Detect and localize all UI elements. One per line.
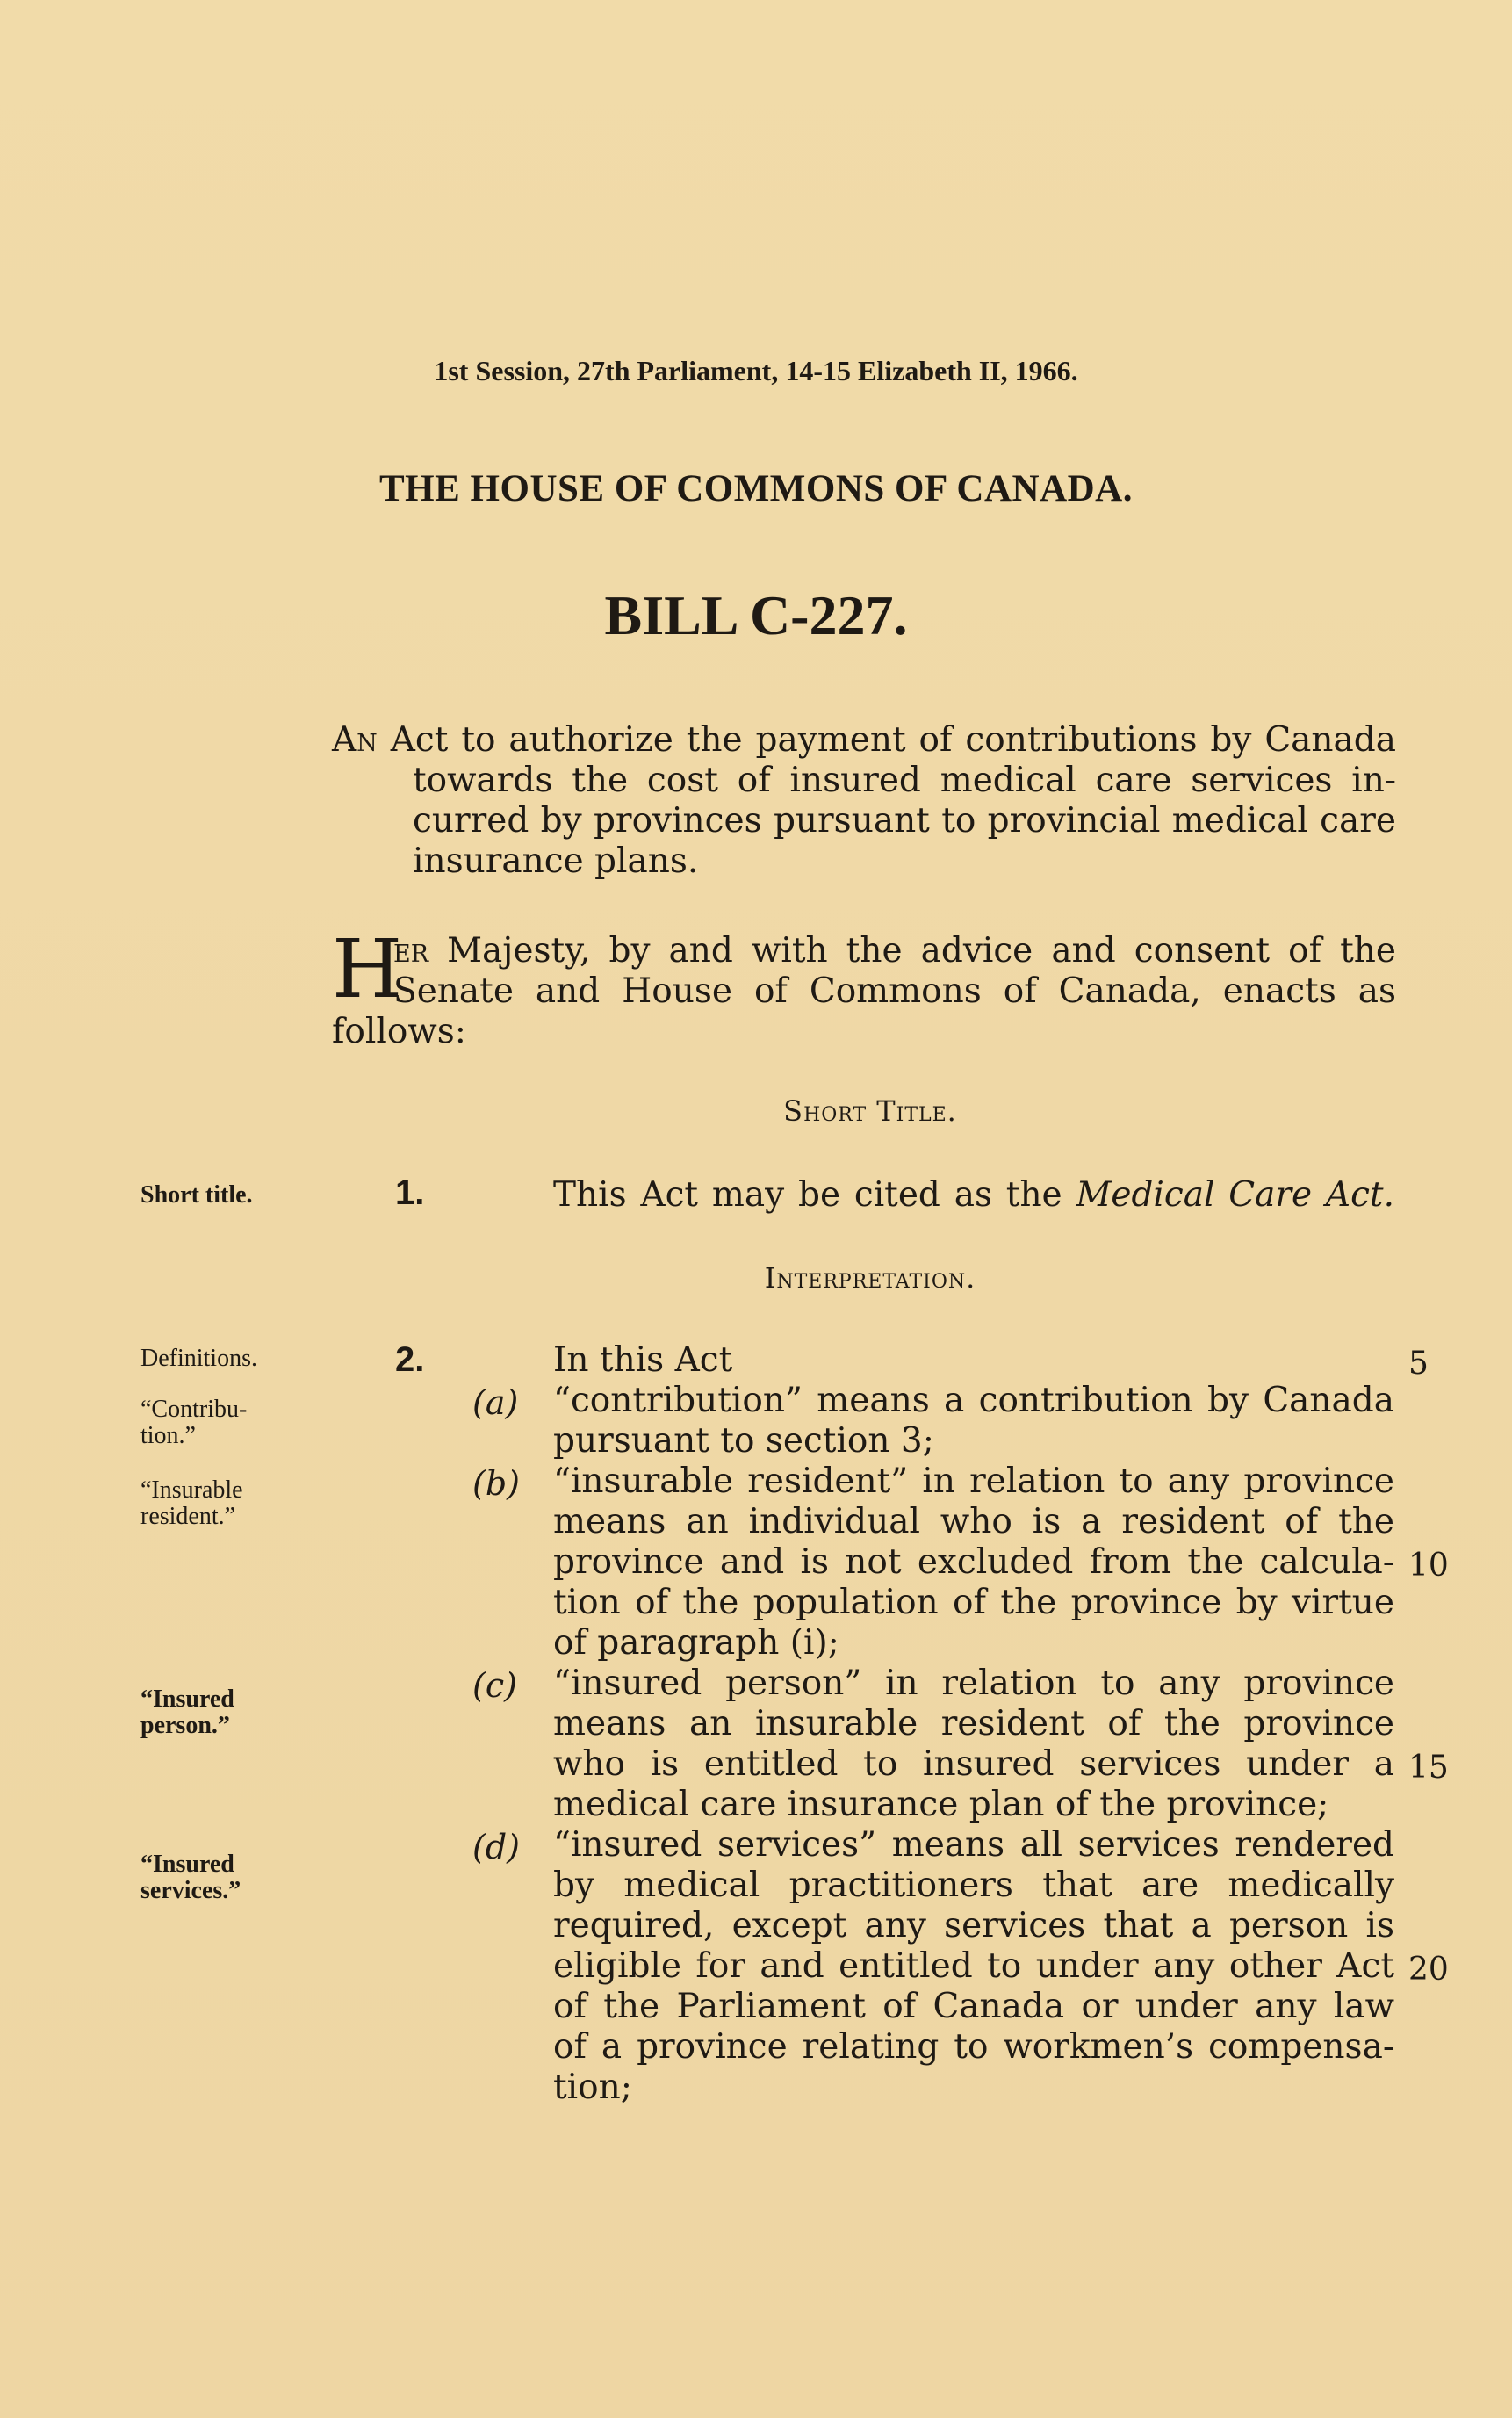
long-title xyxy=(332,720,1396,882)
paragraph-b-line: of paragraph (i); xyxy=(553,1623,839,1663)
line-number-20: 20 xyxy=(1408,1952,1449,1988)
paragraph-b-line: province and is not excluded from the calcula- xyxy=(553,1542,1394,1582)
paragraph-c-line: medical care insurance plan of the province; xyxy=(553,1785,1329,1824)
paragraph-c-line: who is entitled to insured services under a xyxy=(553,1744,1394,1784)
long-title-first-word: An xyxy=(332,720,378,760)
paragraph-b-line: means an individual who is a resident of the xyxy=(553,1502,1394,1541)
margin-note-insured-person: “Insured person.” xyxy=(140,1685,234,1739)
enacting-first-word-rest: er xyxy=(393,931,429,971)
margin-note-short-title: Short title. xyxy=(140,1181,253,1209)
paragraph-d-line: required, except any services that a person is xyxy=(553,1906,1394,1945)
heading-short-title: Short Title. xyxy=(783,1094,957,1128)
margin-note-contribution: “Contribu- tion.” xyxy=(140,1396,248,1449)
paragraph-b-line: “insurable resident” in relation to any province xyxy=(553,1462,1394,1501)
margin-note-definitions: Definitions. xyxy=(140,1345,257,1372)
paragraph-c-line: “insured person” in relation to any province xyxy=(553,1664,1394,1703)
paragraph-a-line: pursuant to section 3; xyxy=(553,1421,934,1461)
long-title-line-1-text: Act to authorize the payment of contributions by Canada xyxy=(377,720,1396,760)
house-title: THE HOUSE OF COMMONS OF CANADA. xyxy=(379,468,1133,509)
section-2-intro: In this Act xyxy=(553,1340,733,1380)
paragraph-d-line: of a province relating to workmen’s compensa- xyxy=(553,2027,1394,2067)
paragraph-d-letter: (d) xyxy=(472,1828,520,1866)
paragraph-d-line: of the Parliament of Canada or under any law xyxy=(553,1987,1394,2026)
margin-note-insurable-resident: “Insurable resident.” xyxy=(140,1476,243,1530)
paragraph-c-letter: (c) xyxy=(472,1666,517,1705)
enacting-line-1-text: Majesty, by and with the advice and consent of the xyxy=(428,931,1396,971)
long-title-line-2: towards the cost of insured medical care services in- xyxy=(413,761,1396,800)
enacting-line-2: Senate and House of Commons of Canada, enacts as xyxy=(393,971,1396,1011)
enacting-line-3: follows: xyxy=(332,1012,466,1051)
section-1-text xyxy=(553,1175,1394,1216)
section-1-text-before: This Act may be cited as the xyxy=(553,1175,1076,1215)
long-title-line-4: insurance plans. xyxy=(413,841,699,881)
paragraph-a-line: “contribution” means a contribution by Canada xyxy=(553,1381,1394,1420)
enacting-line-1 xyxy=(332,931,1396,971)
line-number-15: 15 xyxy=(1408,1750,1449,1786)
paragraph-b-letter: (b) xyxy=(472,1464,520,1503)
paragraph-d-line: eligible for and entitled to under any other Act xyxy=(553,1946,1394,1986)
paragraph-a-letter: (a) xyxy=(472,1383,519,1422)
drop-cap: H xyxy=(332,922,403,1016)
paragraph-b-line: tion of the population of the province by virtue xyxy=(553,1583,1394,1622)
line-number-10: 10 xyxy=(1408,1548,1449,1584)
paragraph-d-line: tion; xyxy=(553,2068,632,2107)
section-2-number: 2. xyxy=(395,1340,425,1379)
paragraph-c-line: means an insurable resident of the province xyxy=(553,1704,1394,1743)
paragraph-d-line: by medical practitioners that are medically xyxy=(553,1866,1394,1905)
paragraph-d-line: “insured services” means all services rendered xyxy=(553,1825,1394,1865)
enacting-clause xyxy=(332,922,1396,1052)
long-title-line-1 xyxy=(332,720,1396,761)
long-title-line-3: curred by provinces pursuant to provincial medical care xyxy=(413,801,1396,841)
line-number-5: 5 xyxy=(1408,1346,1429,1382)
section-1-number: 1. xyxy=(395,1173,425,1212)
bill-number: BILL C-227. xyxy=(604,584,908,646)
session-line: 1st Session, 27th Parliament, 14-15 Elizabeth II, 1966. xyxy=(434,355,1078,386)
act-name: Medical Care Act. xyxy=(1076,1175,1394,1215)
margin-note-insured-services: “Insured services.” xyxy=(140,1851,241,1904)
heading-interpretation: Interpretation. xyxy=(764,1261,976,1295)
